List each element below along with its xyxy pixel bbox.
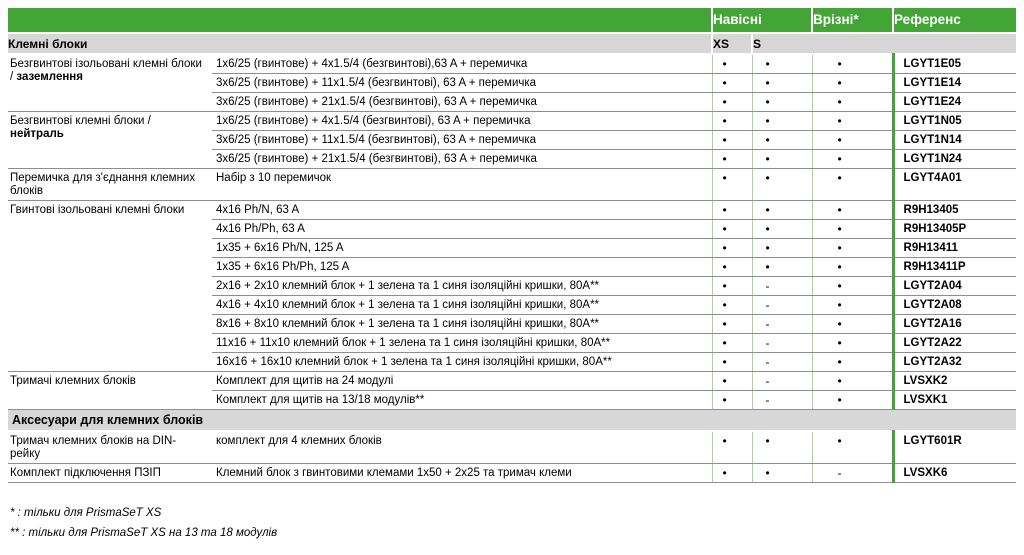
subcolumn-header-s: S — [752, 33, 812, 54]
availability-vrizni: • — [812, 258, 893, 277]
reference-code: LGYT1N24 — [893, 150, 1016, 169]
table-row — [8, 431, 1016, 464]
product-description: 2x16 + 2x10 клемний блок + 1 зелена та 1 синя ізоляційні кришки, 80A** — [212, 277, 712, 296]
availability-s: - — [752, 391, 812, 410]
product-category — [8, 169, 212, 201]
product-category — [8, 372, 212, 410]
footnote-single-asterisk: * : тільки для PrismaSeT XS — [10, 507, 162, 519]
availability-vrizni: • — [812, 315, 893, 334]
availability-vrizni: • — [812, 74, 893, 93]
category-text-bold: нейтраль — [10, 128, 64, 140]
availability-xs: • — [712, 277, 752, 296]
availability-vrizni: • — [812, 391, 893, 410]
table-body — [8, 54, 1016, 483]
availability-xs: • — [712, 334, 752, 353]
availability-xs: • — [712, 74, 752, 93]
subcolumn-header-xs: XS — [712, 33, 752, 54]
availability-s: • — [752, 239, 812, 258]
subheader-spacer — [812, 33, 893, 54]
reference-code: LGYT1E24 — [893, 93, 1016, 112]
availability-s: - — [752, 315, 812, 334]
product-description: 3x6/25 (гвинтове) + 11x1.5/4 (безгвинтові), 63 A + перемичка — [212, 131, 712, 150]
reference-code: LGYT1E14 — [893, 74, 1016, 93]
availability-s: • — [752, 464, 812, 483]
product-category — [8, 112, 212, 169]
product-description: 11x16 + 11x10 клемний блок + 1 зелена та 1 синя ізоляційні кришки, 80A** — [212, 334, 712, 353]
column-header-referens: Референс — [893, 8, 1016, 33]
subheader-spacer — [893, 33, 1016, 54]
availability-s: • — [752, 258, 812, 277]
availability-xs: • — [712, 112, 752, 131]
table-row — [8, 372, 1016, 391]
product-category — [8, 431, 212, 464]
availability-xs: • — [712, 296, 752, 315]
availability-vrizni: • — [812, 54, 893, 74]
category-text: Безгвинтові клемні блоки / — [10, 115, 151, 127]
availability-xs: • — [712, 54, 752, 74]
availability-vrizni: • — [812, 112, 893, 131]
table-subheader-row — [8, 33, 1016, 54]
category-text: Безгвинтові ізольовані клемні блоки / — [10, 58, 202, 83]
availability-xs: • — [712, 220, 752, 239]
product-description: Клемний блок з гвинтовими клемами 1x50 + 2x25 та тримач клеми — [212, 464, 712, 483]
product-description: 3x6/25 (гвинтове) + 11x1.5/4 (безгвинтові), 63 A + перемичка — [212, 74, 712, 93]
column-header-navisni: Навісні — [712, 8, 812, 33]
footnote-double-asterisk: ** : тільки для PrismaSeT XS на 13 та 18 модулів — [10, 527, 278, 539]
availability-xs: • — [712, 353, 752, 372]
reference-code: LGYT2A08 — [893, 296, 1016, 315]
product-description: Комплект для щитів на 24 модулі — [212, 372, 712, 391]
product-description: 16x16 + 16x10 клемний блок + 1 зелена та 1 синя ізоляційні кришки, 80A** — [212, 353, 712, 372]
availability-vrizni: - — [812, 464, 893, 483]
availability-s: • — [752, 431, 812, 464]
product-category — [8, 201, 212, 372]
reference-code: R9H13405 — [893, 201, 1016, 220]
category-text: Перемичка для з'єднання клемних блоків — [10, 172, 196, 197]
availability-s: - — [752, 296, 812, 315]
product-description: Комплект для щитів на 13/18 модулів** — [212, 391, 712, 410]
availability-xs: • — [712, 464, 752, 483]
availability-xs: • — [712, 431, 752, 464]
availability-vrizni: • — [812, 372, 893, 391]
category-text: Тримач клемних блоків на DIN-рейку — [10, 435, 177, 460]
availability-xs: • — [712, 201, 752, 220]
category-text-bold: заземлення — [16, 71, 83, 83]
availability-s: • — [752, 93, 812, 112]
table-row — [8, 201, 1016, 220]
product-description: 1x6/25 (гвинтове) + 4x1.5/4 (безгвинтові),63 A + перемичка — [212, 54, 712, 74]
product-description: 4x16 Ph/N, 63 A — [212, 201, 712, 220]
product-category — [8, 464, 212, 483]
category-text: Гвинтові ізольовані клемні блоки — [10, 204, 185, 216]
availability-s: - — [752, 372, 812, 391]
availability-s: • — [752, 220, 812, 239]
availability-xs: • — [712, 258, 752, 277]
availability-s: • — [752, 54, 812, 74]
product-description: Набір з 10 перемичок — [212, 169, 712, 201]
availability-xs: • — [712, 372, 752, 391]
availability-vrizni: • — [812, 201, 893, 220]
reference-code: LGYT1N14 — [893, 131, 1016, 150]
availability-vrizni: • — [812, 353, 893, 372]
category-text: Комплект підключення ПЗІП — [10, 467, 161, 479]
product-description: 1x35 + 6x16 Ph/Ph, 125 A — [212, 258, 712, 277]
section-title: Аксесуари для клемних блоків — [8, 410, 1016, 432]
product-description: 8x16 + 8x10 клемний блок + 1 зелена та 1 синя ізоляційні кришки, 80A** — [212, 315, 712, 334]
availability-vrizni: • — [812, 150, 893, 169]
availability-s: • — [752, 201, 812, 220]
product-description: 3x6/25 (гвинтове) + 21x1.5/4 (безгвинтові), 63 A + перемичка — [212, 150, 712, 169]
reference-code: LGYT1E05 — [893, 54, 1016, 74]
category-text: Тримачі клемних блоків — [10, 375, 136, 387]
availability-vrizni: • — [812, 169, 893, 201]
table-row — [8, 464, 1016, 483]
availability-vrizni: • — [812, 296, 893, 315]
availability-s: • — [752, 112, 812, 131]
availability-s: - — [752, 353, 812, 372]
reference-code: LGYT2A32 — [893, 353, 1016, 372]
reference-code: LGYT2A22 — [893, 334, 1016, 353]
availability-vrizni: • — [812, 277, 893, 296]
section-title: Клемні блоки — [8, 33, 712, 54]
product-description: 3x6/25 (гвинтове) + 21x1.5/4 (безгвинтові), 63 A + перемичка — [212, 93, 712, 112]
reference-code: R9H13405P — [893, 220, 1016, 239]
availability-xs: • — [712, 93, 752, 112]
availability-xs: • — [712, 131, 752, 150]
reference-code: LGYT1N05 — [893, 112, 1016, 131]
availability-s: • — [752, 150, 812, 169]
reference-code: R9H13411 — [893, 239, 1016, 258]
product-table — [8, 8, 1016, 483]
availability-s: • — [752, 74, 812, 93]
reference-code: LVSXK1 — [893, 391, 1016, 410]
reference-code: LGYT2A16 — [893, 315, 1016, 334]
footnotes — [10, 503, 1024, 543]
product-description: 4x16 + 4x10 клемний блок + 1 зелена та 1 синя ізоляційні кришки, 80A** — [212, 296, 712, 315]
section-header-row — [8, 410, 1016, 432]
header-spacer — [8, 8, 712, 33]
availability-vrizni: • — [812, 93, 893, 112]
availability-xs: • — [712, 315, 752, 334]
reference-code: LVSXK6 — [893, 464, 1016, 483]
availability-s: • — [752, 131, 812, 150]
availability-xs: • — [712, 239, 752, 258]
availability-s: - — [752, 334, 812, 353]
availability-vrizni: • — [812, 131, 893, 150]
product-description: 4x16 Ph/Ph, 63 A — [212, 220, 712, 239]
table-header-row — [8, 8, 1016, 33]
column-header-vrizni: Врізні* — [812, 8, 893, 33]
reference-code: R9H13411P — [893, 258, 1016, 277]
availability-xs: • — [712, 150, 752, 169]
table-row — [8, 169, 1016, 201]
availability-vrizni: • — [812, 431, 893, 464]
availability-vrizni: • — [812, 239, 893, 258]
product-category — [8, 54, 212, 112]
availability-vrizni: • — [812, 220, 893, 239]
availability-xs: • — [712, 169, 752, 201]
product-description: 1x6/25 (гвинтове) + 4x1.5/4 (безгвинтові), 63 A + перемичка — [212, 112, 712, 131]
availability-s: - — [752, 277, 812, 296]
reference-code: LGYT4A01 — [893, 169, 1016, 201]
table-row — [8, 54, 1016, 74]
product-description: 1x35 + 6x16 Ph/N, 125 A — [212, 239, 712, 258]
availability-vrizni: • — [812, 334, 893, 353]
availability-xs: • — [712, 391, 752, 410]
product-description: комплект для 4 клемних блоків — [212, 431, 712, 464]
reference-code: LGYT601R — [893, 431, 1016, 464]
availability-s: • — [752, 169, 812, 201]
reference-code: LGYT2A04 — [893, 277, 1016, 296]
reference-code: LVSXK2 — [893, 372, 1016, 391]
table-row — [8, 112, 1016, 131]
